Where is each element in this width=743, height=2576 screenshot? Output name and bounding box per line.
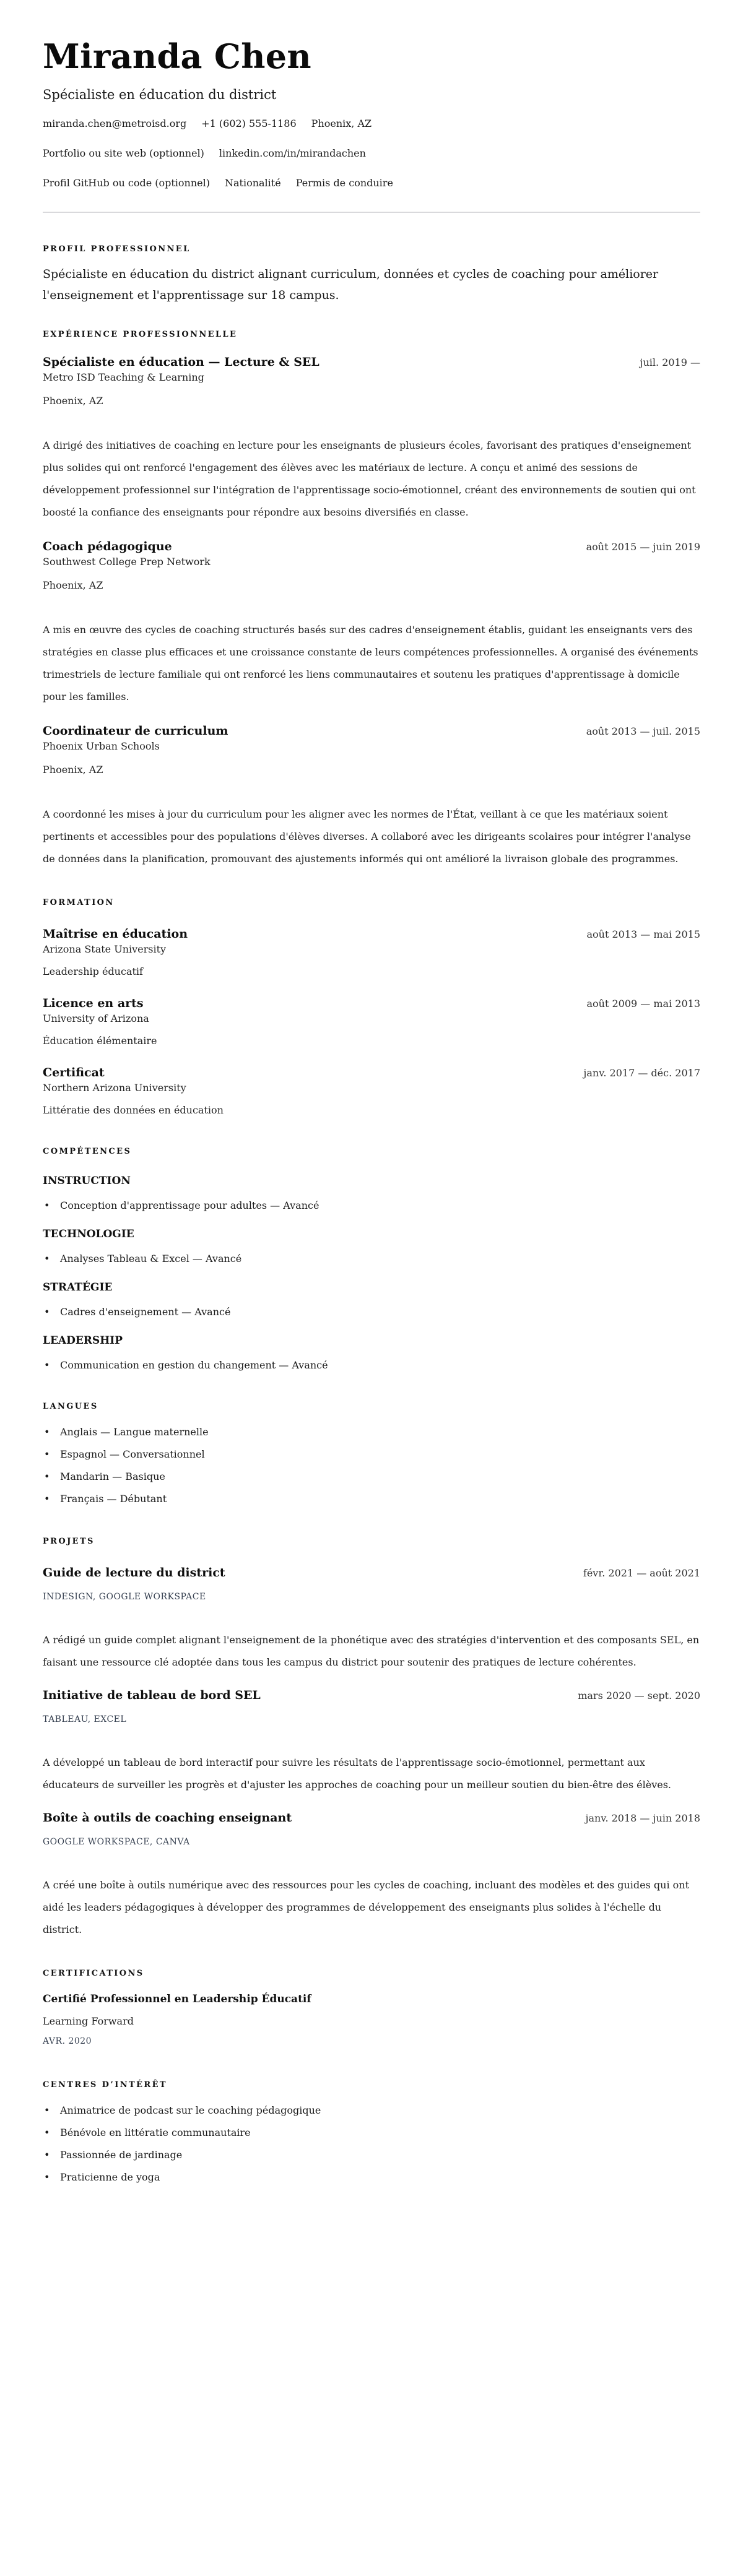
school-name: Arizona State University	[43, 943, 167, 955]
section-heading: COMPÉTENCES	[43, 1147, 132, 1156]
resume-header	[43, 36, 700, 213]
profile-summary: Spécialiste en éducation du district alignant curriculum, données et cycles de coaching pour améliorer l'enseignement et l'apprentissage sur 18 campus.	[43, 267, 659, 302]
entry-header	[43, 538, 700, 555]
skill-list	[43, 1358, 700, 1373]
nationality-text: Nationalité	[224, 177, 281, 189]
skill-item: • Cadres d'enseignement — Avancé	[43, 1305, 700, 1320]
certification-name: Certifié Professionnel en Leadership Éducatif	[43, 1993, 311, 2005]
education-dates: août 2013 — mai 2015	[586, 928, 700, 940]
school-name: University of Arizona	[43, 1013, 149, 1024]
drivers-license-text: Permis de conduire	[295, 177, 393, 189]
company-name: Phoenix Urban Schools	[43, 740, 160, 752]
language-item: • Anglais — Langue maternelle	[43, 1421, 700, 1443]
section-heading: PROFIL PROFESSIONNEL	[43, 244, 191, 254]
project-description: A rédigé un guide complet alignant l'enseignement de la phonétique avec des stratégies d'intervention et des composants SEL, en faisant une ressource clé adoptée dans tous les campus du district pour soutenir des pratiques de lecture cohérentes.	[43, 1634, 700, 1668]
section-skills	[43, 1146, 700, 1373]
section-profile	[43, 244, 700, 306]
candidate-name: Miranda Chen	[43, 37, 311, 76]
job-dates: juil. 2019 —	[640, 357, 700, 368]
project-tech-stack: TABLEAU, EXCEL	[43, 1714, 127, 1724]
job-title: Coordinateur de curriculum	[43, 724, 228, 738]
contact-row	[43, 176, 700, 191]
entry-header	[43, 1810, 700, 1826]
skill-list	[43, 1305, 700, 1320]
section-heading: CENTRES D’INTÉRÊT	[43, 2080, 167, 2090]
job-description: A coordonné les mises à jour du curriculum pour les aligner avec les normes de l'État, veillant à ce que les matériaux soient pertinents et accessibles pour des populations d'élèves diverses. A collaboré avec les dirigeants scolaires pour intégrer l'analyse de données dans la planification, promouvant des ajustements informés qui ont amélioré la livraison globale des programmes.	[43, 808, 691, 865]
skill-group-title: TECHNOLOGIE	[43, 1228, 134, 1240]
company-name: Metro ISD Teaching & Learning	[43, 371, 204, 383]
project-entry	[43, 1565, 700, 1674]
section-projects	[43, 1536, 700, 1941]
field-of-study: Leadership éducatif	[43, 966, 143, 977]
school-name: Northern Arizona University	[43, 1082, 186, 1094]
job-dates: août 2015 — juin 2019	[586, 541, 700, 553]
skill-group	[43, 1280, 700, 1320]
section-interests	[43, 2080, 700, 2189]
section-languages	[43, 1401, 700, 1510]
contact-row	[43, 146, 700, 161]
section-heading: CERTIFICATIONS	[43, 1969, 144, 1978]
job-title: Spécialiste en éducation — Lecture & SEL	[43, 355, 319, 369]
entry-header	[43, 1565, 700, 1581]
education-entry	[43, 995, 700, 1048]
certification-entry	[43, 1992, 700, 2047]
certification-issuer: Learning Forward	[43, 2015, 134, 2027]
degree-name: Maîtrise en éducation	[43, 927, 188, 941]
section-education	[43, 897, 700, 1118]
candidate-title: Spécialiste en éducation du district	[43, 87, 277, 102]
entry-header	[43, 723, 700, 739]
project-dates: janv. 2018 — juin 2018	[585, 1812, 700, 1824]
entry-header	[43, 995, 700, 1011]
contact-row	[43, 116, 700, 131]
education-entry	[43, 1065, 700, 1118]
skill-group	[43, 1173, 700, 1213]
project-title: Boîte à outils de coaching enseignant	[43, 1811, 292, 1825]
skill-list	[43, 1198, 700, 1213]
project-entry	[43, 1810, 700, 1941]
field-of-study: Éducation élémentaire	[43, 1035, 157, 1047]
education-entry	[43, 926, 700, 979]
github-link[interactable]: Profil GitHub ou code (optionnel)	[43, 177, 210, 189]
job-location: Phoenix, AZ	[43, 395, 103, 407]
skill-group-title: INSTRUCTION	[43, 1175, 131, 1187]
entry-header	[43, 354, 700, 370]
job-dates: août 2013 — juil. 2015	[586, 725, 700, 737]
project-title: Initiative de tableau de bord SEL	[43, 1688, 261, 1702]
certification-date: AVR. 2020	[43, 2036, 92, 2046]
entry-header	[43, 1687, 700, 1703]
section-experience	[43, 329, 700, 870]
entry-header	[43, 926, 700, 942]
job-title: Coach pédagogique	[43, 540, 172, 553]
experience-entry	[43, 538, 700, 708]
interest-item: • Passionnée de jardinage	[43, 2144, 700, 2166]
job-description: A mis en œuvre des cycles de coaching structurés basés sur des cadres d'enseignement établis, guidant les enseignants vers des stratégies en classe plus efficaces et une croissance constante de leurs compétences professionnelles. A organisé des événements trimestriels de lecture familiale qui ont renforcé les liens communautaires et soutenu les pratiques d'apprentissage à domicile pour les familles.	[43, 624, 698, 702]
skill-group	[43, 1227, 700, 1266]
interest-item: • Bénévole en littératie communautaire	[43, 2122, 700, 2144]
skill-item: • Conception d'apprentissage pour adultes — Avancé	[43, 1198, 700, 1213]
email-link[interactable]: miranda.chen@metroisd.org	[43, 118, 187, 129]
degree-name: Licence en arts	[43, 996, 144, 1010]
skill-group-title: LEADERSHIP	[43, 1334, 123, 1347]
experience-entry	[43, 354, 700, 524]
project-description: A développé un tableau de bord interactif pour suivre les résultats de l'apprentissage socio-émotionnel, permettant aux éducateurs de surveiller les progrès et d'ajuster les approches de coaching pour un meilleur soutien du bien-être des élèves.	[43, 1757, 671, 1791]
education-dates: janv. 2017 — déc. 2017	[583, 1067, 700, 1079]
project-description: A créé une boîte à outils numérique avec des ressources pour les cycles de coaching, incluant des modèles et des guides qui ont aidé les leaders pédagogiques à développer des programmes de développement des enseignants plus solides à l'échelle du district.	[43, 1879, 690, 1935]
field-of-study: Littératie des données en éducation	[43, 1104, 224, 1116]
experience-entry	[43, 723, 700, 870]
portfolio-link[interactable]: Portfolio ou site web (optionnel)	[43, 147, 204, 159]
section-heading: EXPÉRIENCE PROFESSIONNELLE	[43, 330, 238, 339]
linkedin-link[interactable]: linkedin.com/in/mirandachen	[219, 147, 366, 159]
language-item: • Espagnol — Conversationnel	[43, 1443, 700, 1466]
degree-name: Certificat	[43, 1066, 105, 1079]
entry-header	[43, 1065, 700, 1081]
section-certifications	[43, 1968, 700, 2047]
project-entry	[43, 1687, 700, 1796]
language-item: • Mandarin — Basique	[43, 1466, 700, 1488]
phone-link[interactable]: +1 (602) 555-1186	[201, 118, 297, 129]
section-heading: FORMATION	[43, 898, 115, 907]
contact-info	[43, 116, 700, 191]
interest-list	[43, 2099, 700, 2189]
project-tech-stack: GOOGLE WORKSPACE, CANVA	[43, 1837, 190, 1847]
header-divider	[43, 212, 700, 213]
project-title: Guide de lecture du district	[43, 1566, 225, 1580]
job-description: A dirigé des initiatives de coaching en lecture pour les enseignants de plusieurs écoles, favorisant des pratiques d'enseignement plus solides qui ont renforcé l'engagement des élèves avec les matériaux de lecture. A conçu et animé des sessions de développement professionnel sur l'intégration de l'apprentissage socio-émotionnel, créant des environnements de soutien qui ont boosté la confiance des enseignants pour répondre aux besoins diversifiés en classe.	[43, 439, 696, 518]
skill-item: • Analyses Tableau & Excel — Avancé	[43, 1251, 700, 1266]
language-item: • Français — Débutant	[43, 1488, 700, 1510]
job-location: Phoenix, AZ	[43, 764, 103, 776]
location-text: Phoenix, AZ	[311, 118, 372, 129]
language-list	[43, 1421, 700, 1510]
project-dates: févr. 2021 — août 2021	[583, 1567, 700, 1579]
skill-group	[43, 1333, 700, 1373]
section-heading: LANGUES	[43, 1402, 98, 1411]
interest-item: • Praticienne de yoga	[43, 2166, 700, 2189]
project-tech-stack: INDESIGN, GOOGLE WORKSPACE	[43, 1592, 206, 1602]
section-heading: PROJETS	[43, 1537, 95, 1546]
skill-group-title: STRATÉGIE	[43, 1281, 113, 1294]
project-dates: mars 2020 — sept. 2020	[578, 1690, 700, 1701]
interest-item: • Animatrice de podcast sur le coaching pédagogique	[43, 2099, 700, 2122]
skill-item: • Communication en gestion du changement — Avancé	[43, 1358, 700, 1373]
job-location: Phoenix, AZ	[43, 579, 103, 591]
education-dates: août 2009 — mai 2013	[586, 998, 700, 1009]
company-name: Southwest College Prep Network	[43, 556, 211, 568]
skill-list	[43, 1251, 700, 1266]
